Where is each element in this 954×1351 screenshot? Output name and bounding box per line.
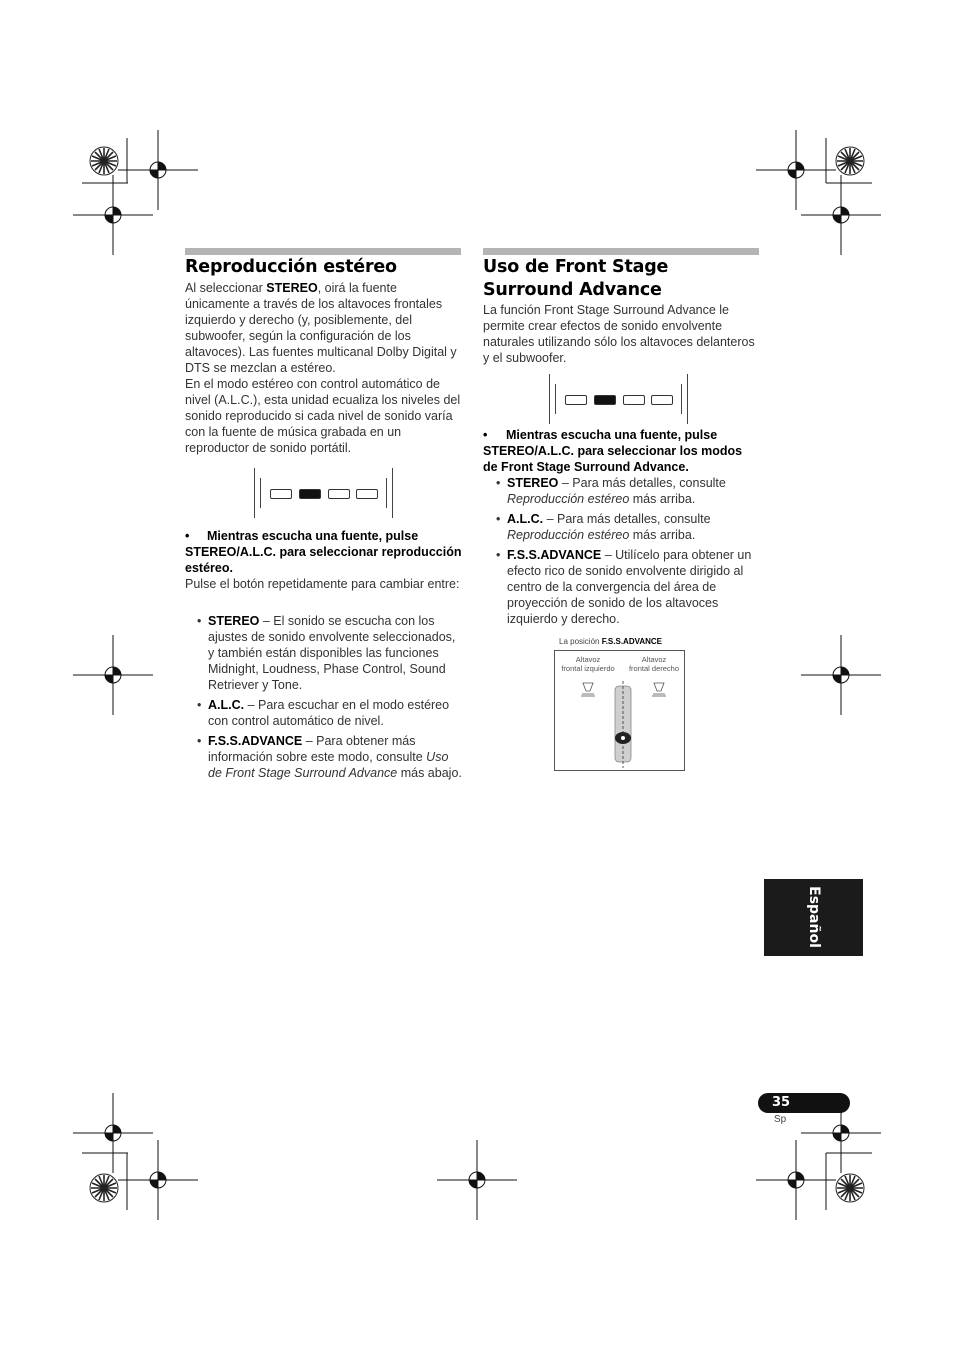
- item-text: – El sonido se escucha con los ajustes de sonido envolvente seleccionados, y también están disponibles las funciones Midnight, Loudness, Phase Control, Sound Retriever y Tone.: [208, 614, 456, 692]
- list-item: [485, 547, 761, 627]
- panel-edge: [681, 384, 682, 414]
- fss-mode-list: [485, 475, 761, 631]
- label-line: Altavoz: [641, 655, 667, 664]
- stereo-paragraph-1: [185, 280, 463, 376]
- panel-button: [565, 395, 587, 405]
- instruction-text: Mientras escucha una fuente, pulse STEREO/A.L.C. para seleccionar reproducción estéreo.: [185, 529, 462, 575]
- item-text: – Para escuchar en el modo estéreo con control automático de nivel.: [208, 698, 450, 728]
- stereo-intro: [185, 280, 463, 456]
- panel-edge: [392, 468, 393, 518]
- figure-caption: [559, 637, 662, 646]
- item-reference: Reproducción estéreo: [507, 528, 630, 542]
- panel-edge: [549, 374, 550, 424]
- item-term: STEREO: [507, 476, 559, 490]
- item-term: STEREO: [208, 614, 260, 628]
- panel-button: [623, 395, 645, 405]
- stereo-note: Pulse el botón repetidamente para cambiar entre:: [185, 577, 460, 591]
- bullet: •: [197, 734, 202, 748]
- bullet: •: [496, 548, 501, 562]
- panel-button: [328, 489, 350, 499]
- panel-button-stereo-highlighted: [299, 489, 321, 499]
- text-run: , oirá la fuente únicamente a través de los altavoces frontales izquierdo y derecho (y, posiblemente, del subwoofer, según la configuración de los altavoces). Las fuentes multicanal Dolby Digital y DTS se mezclan a estéreo.: [185, 281, 457, 375]
- panel-button: [356, 489, 378, 499]
- stereo-mode-list: [186, 613, 462, 785]
- panel-edge: [260, 478, 261, 508]
- stereo-instruction: [185, 528, 463, 576]
- panel-edge: [687, 374, 688, 424]
- item-term: A.L.C.: [208, 698, 245, 712]
- item-text: – Utilícelo para obtener un efecto rico de sonido envolvente dirigido al centro de la convergencia del área de proyección de sonido de los altavoces izquierdo y derecho.: [507, 548, 752, 626]
- item-reference: Uso de Front Stage Surround Advance: [208, 750, 449, 780]
- fss-intro: La función Front Stage Surround Advance le permite crear efectos de sonido envolvente naturales utilizando sólo los altavoces delanteros y el subwoofer.: [483, 303, 755, 365]
- item-text: – Para más detalles, consulte: [558, 476, 726, 490]
- item-reference: Reproducción estéreo: [507, 492, 630, 506]
- page-language-code: Sp: [774, 1114, 787, 1125]
- item-text: – Para obtener más información sobre este modo, consulte: [208, 734, 427, 764]
- bullet: •: [496, 476, 501, 490]
- item-text: más arriba.: [629, 528, 696, 542]
- bullet: •: [483, 428, 488, 442]
- list-item: [485, 511, 761, 543]
- item-term: A.L.C.: [507, 512, 544, 526]
- list-item: [186, 733, 462, 781]
- list-item: [485, 475, 761, 507]
- listener-icon: [615, 732, 631, 744]
- caption-mode: F.S.S.ADVANCE: [601, 637, 663, 646]
- fss-instruction: [483, 427, 759, 475]
- item-text: más arriba.: [629, 492, 696, 506]
- bullet: •: [185, 529, 190, 543]
- item-term: F.S.S.ADVANCE: [507, 548, 602, 562]
- bullet: •: [197, 614, 202, 628]
- section-title-stereo: Reproducción estéreo: [185, 257, 397, 277]
- instruction-text: Mientras escucha una fuente, pulse STEREO/A.L.C. para seleccionar los modos de Front Stage Surround Advance.: [483, 428, 743, 474]
- panel-button-stereo-highlighted: [594, 395, 616, 405]
- item-text: – Para más detalles, consulte: [543, 512, 711, 526]
- stereo-paragraph-2: En el modo estéreo con control automático de nivel (A.L.C.), esta unidad ecualiza los niveles del sonido reproducido si cada nivel de sonido varía con la fuente de música grabada en un reproductor de sonido portátil.: [185, 377, 461, 455]
- panel-edge: [386, 478, 387, 508]
- section-title-fss: Uso de Front Stage Surround Advance: [483, 257, 669, 300]
- fss-position-diagram: [554, 650, 685, 771]
- item-term: F.S.S.ADVANCE: [208, 734, 303, 748]
- text-run: Al seleccionar: [185, 281, 267, 295]
- bullet: •: [496, 512, 501, 526]
- language-tab-label: Español: [806, 886, 822, 948]
- list-item: [186, 697, 462, 729]
- right-speaker-icon: [652, 683, 666, 696]
- language-tab: [764, 879, 863, 956]
- page-number: 35: [772, 1095, 791, 1110]
- label-line: frontal izquierdo: [561, 664, 615, 673]
- panel-button: [270, 489, 292, 499]
- list-item: [186, 613, 462, 693]
- section-rule-right: [483, 248, 759, 255]
- bullet: •: [197, 698, 202, 712]
- page-number-badge: [758, 1093, 850, 1113]
- panel-button: [651, 395, 673, 405]
- panel-edge: [254, 468, 255, 518]
- section-rule-left: [185, 248, 461, 255]
- item-text: más abajo.: [397, 766, 462, 780]
- speaker-and-listener-drawing: [555, 651, 684, 770]
- label-line: Altavoz: [575, 655, 601, 664]
- panel-edge: [555, 384, 556, 414]
- left-speaker-icon: [581, 683, 595, 696]
- caption-text: La posición: [559, 637, 602, 646]
- fss-button-panel-illustration: [549, 374, 689, 424]
- text-run-bold: STEREO: [266, 281, 318, 295]
- stereo-button-panel-illustration: [254, 468, 394, 518]
- label-line: frontal derecho: [628, 664, 680, 673]
